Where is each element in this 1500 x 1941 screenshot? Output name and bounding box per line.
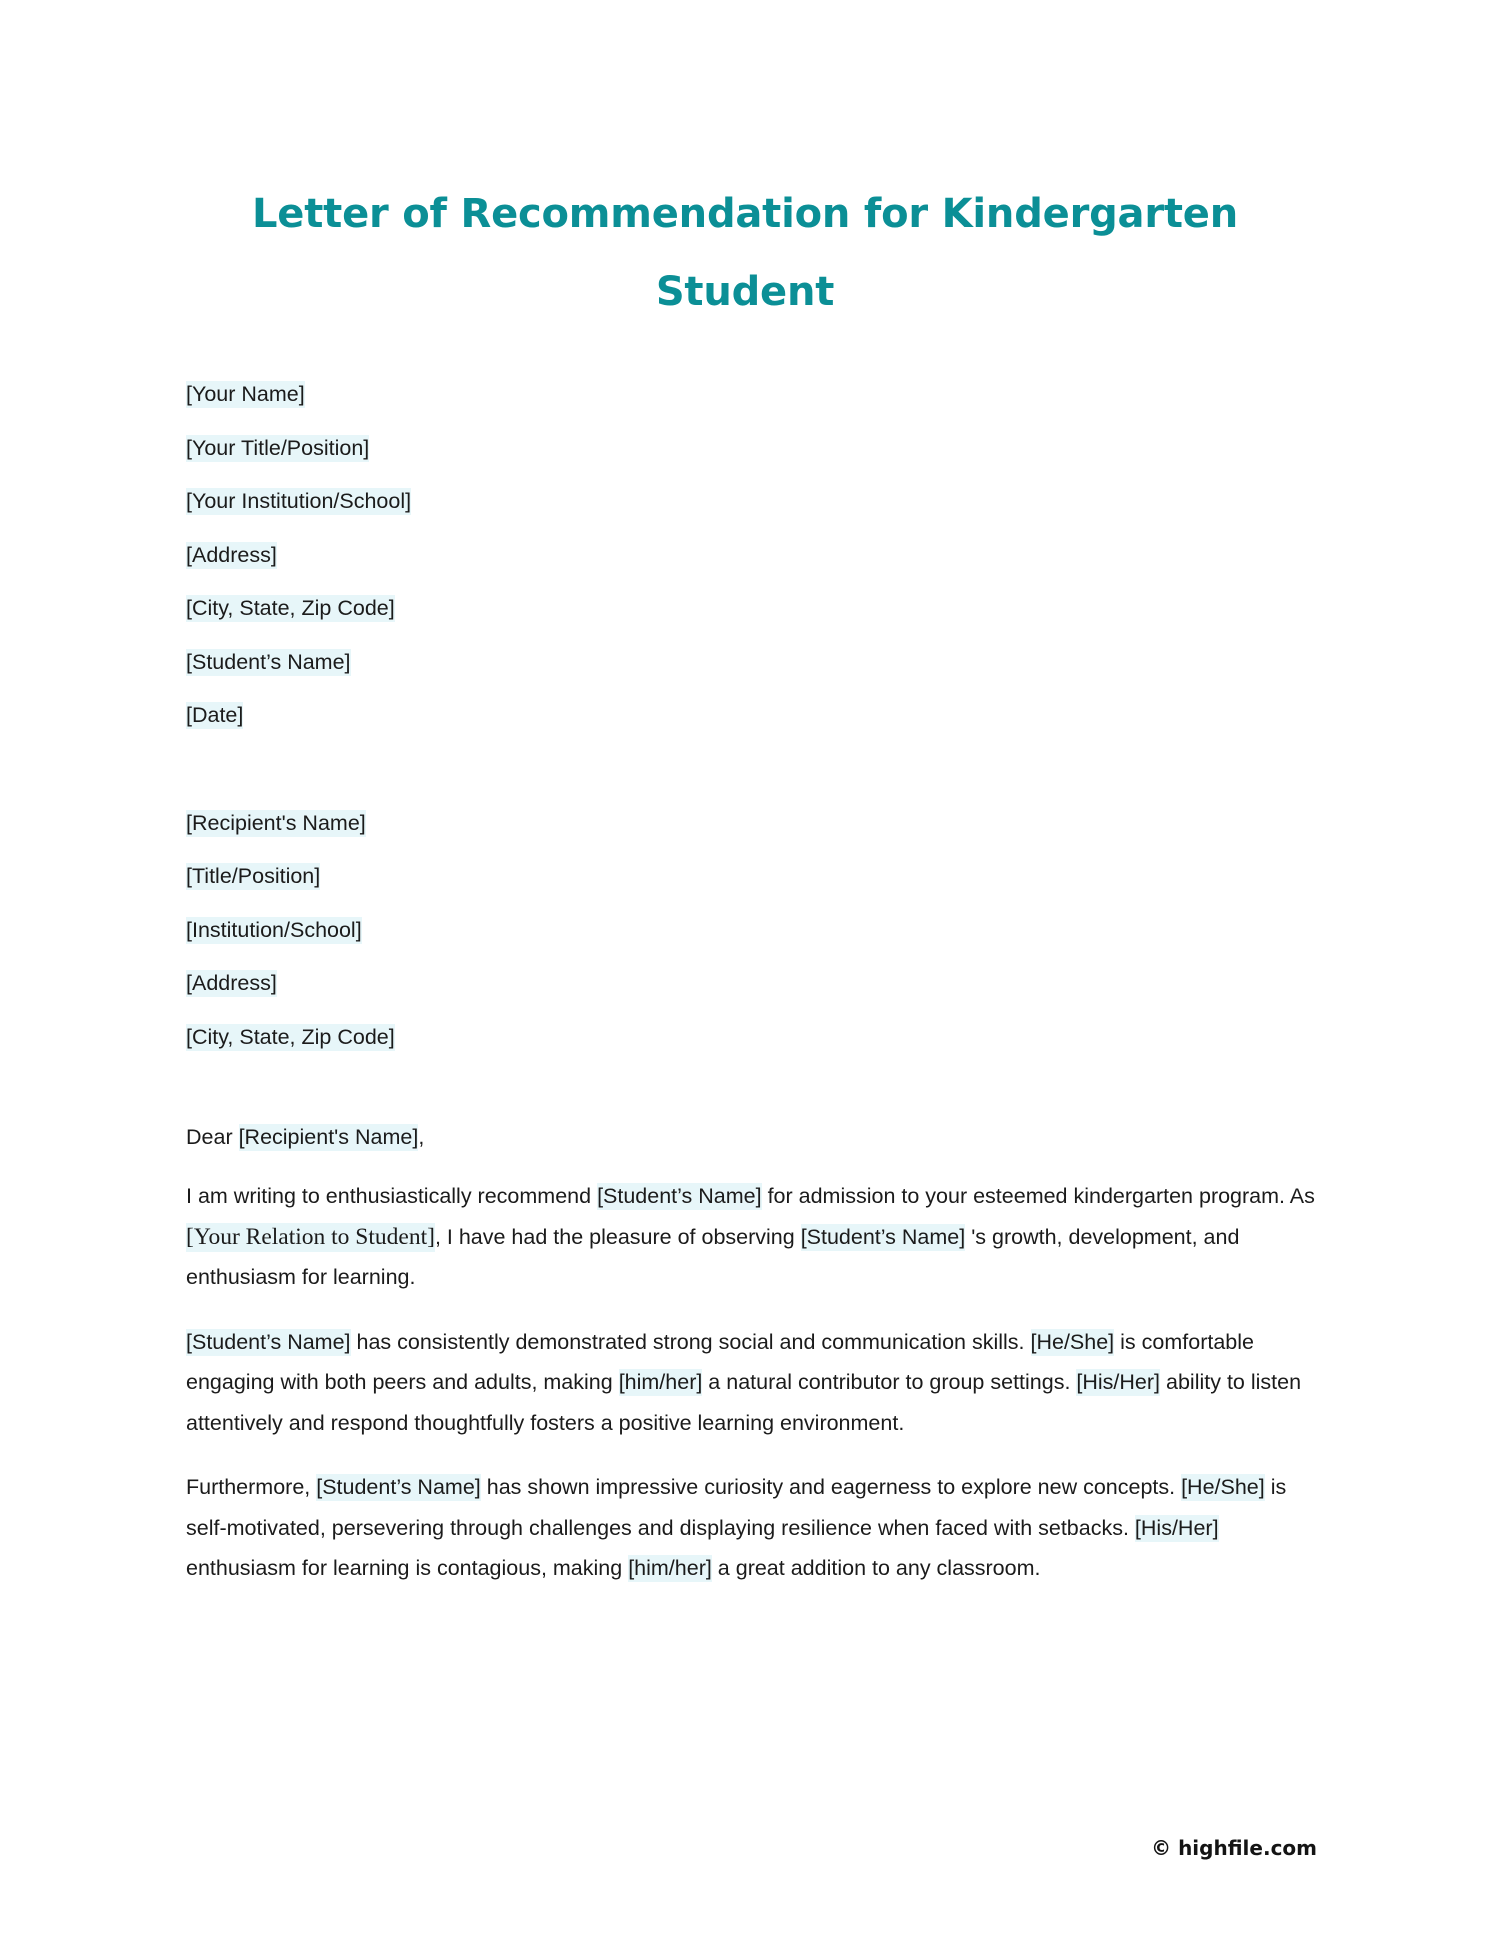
p3-placeholder-him-her: [him/her] (628, 1556, 712, 1580)
p2-placeholder-he-she: [He/She] (1030, 1329, 1115, 1354)
paragraph-social-skills (186, 1322, 1316, 1444)
page-title-line-1: Letter of Recommendation for Kindergarten (252, 191, 1238, 237)
placeholder-your-institution: [Your Institution/School] (186, 489, 412, 513)
placeholder-recipient-name: [Recipient's Name] (186, 810, 366, 835)
page-title-line-2: Student (655, 269, 835, 315)
p2-seg-1: has consistently demonstrated strong social and communication skills. (350, 1329, 1031, 1354)
recipient-line-address (186, 957, 1316, 1011)
p1-placeholder-student-name-2: [Student’s Name] (800, 1224, 966, 1249)
salutation-suffix: , (418, 1125, 425, 1149)
block-spacer-1 (186, 743, 1316, 797)
placeholder-student-name: [Student’s Name] (186, 649, 351, 674)
sender-line-name (186, 368, 1316, 422)
p2-placeholder-him-her: [him/her] (618, 1370, 703, 1394)
placeholder-your-address: [Address] (186, 542, 277, 567)
placeholder-your-title: [Your Title/Position] (186, 435, 370, 460)
letter-body (186, 368, 1316, 1613)
recipient-line-title (186, 850, 1316, 904)
p1-seg-4: 's growth, development, and enthusiasm for learning. (186, 1224, 1240, 1289)
p1-placeholder-your-relation: [Your Relation to Student] (186, 1223, 435, 1250)
p1-seg-3: , I have had the pleasure of observing (434, 1224, 801, 1249)
p3-seg-2: has shown impressive curiosity and eagerness to explore new concepts. (480, 1475, 1182, 1499)
p2-placeholder-his-her: [His/Her] (1076, 1370, 1161, 1394)
paragraph-curiosity (186, 1467, 1316, 1589)
placeholder-recipient-title: [Title/Position] (186, 864, 321, 888)
placeholder-recipient-address: [Address] (186, 971, 277, 995)
p2-placeholder-student-name: [Student’s Name] (186, 1329, 351, 1354)
page-title (185, 175, 1305, 331)
p3-seg-1: Furthermore, (186, 1475, 317, 1499)
p3-placeholder-his-her: [His/Her] (1134, 1515, 1219, 1540)
p3-seg-4: enthusiasm for learning is contagious, making (186, 1556, 629, 1580)
recipient-address-block (186, 797, 1316, 1065)
p3-seg-5: a great addition to any classroom. (711, 1556, 1041, 1580)
sender-line-student-name (186, 636, 1316, 690)
sender-line-city-state-zip (186, 582, 1316, 636)
paragraph-intro (186, 1176, 1316, 1298)
sender-line-address (186, 529, 1316, 583)
salutation-prefix: Dear (186, 1125, 239, 1149)
recipient-line-city-state-zip (186, 1011, 1316, 1065)
salutation (186, 1122, 1316, 1152)
recipient-line-institution (186, 904, 1316, 958)
sender-address-block (186, 368, 1316, 743)
p1-seg-1: I am writing to enthusiastically recommend (186, 1184, 598, 1208)
recipient-line-name (186, 797, 1316, 851)
p3-placeholder-he-she: [He/She] (1181, 1475, 1265, 1499)
block-spacer-2 (186, 1064, 1316, 1118)
p3-placeholder-student-name: [Student’s Name] (316, 1475, 481, 1499)
footer-credit: © highfile.com (1151, 1836, 1317, 1860)
p2-seg-3: a natural contributor to group settings. (702, 1370, 1077, 1394)
p3-seg-3: is self-motivated, persevering through challenges and displaying resilience when faced with setbacks. (186, 1475, 1287, 1540)
placeholder-salutation-recipient-name: [Recipient's Name] (238, 1125, 419, 1149)
p1-placeholder-student-name-1: [Student’s Name] (597, 1184, 762, 1208)
placeholder-your-city-state-zip: [City, State, Zip Code] (186, 596, 395, 620)
sender-line-institution (186, 475, 1316, 529)
placeholder-recipient-institution: [Institution/School] (186, 917, 362, 942)
placeholder-date: [Date] (186, 703, 244, 727)
p2-seg-2: is comfortable engaging with both peers and adults, making (186, 1329, 1254, 1394)
p2-seg-4: ability to listen attentively and respond thoughtfully fosters a positive learning environment. (186, 1370, 1302, 1435)
placeholder-recipient-city-state-zip: [City, State, Zip Code] (186, 1024, 395, 1049)
sender-line-title (186, 422, 1316, 476)
p1-seg-2: for admission to your esteemed kindergarten program. As (761, 1184, 1315, 1208)
sender-line-date (186, 689, 1316, 743)
placeholder-your-name: [Your Name] (186, 382, 305, 406)
